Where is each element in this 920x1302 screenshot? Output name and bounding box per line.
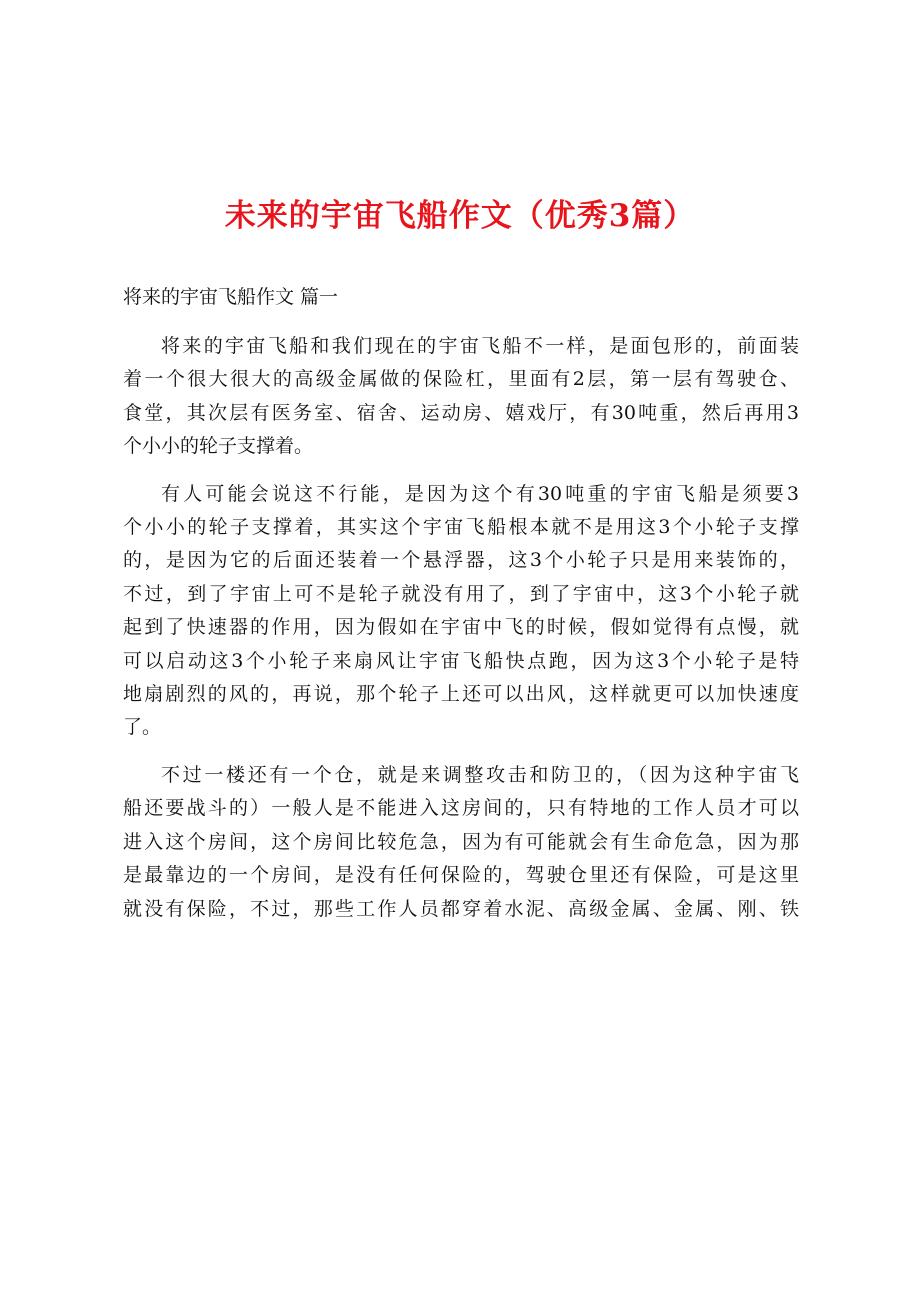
- text-line: 着一个很大很大的高级金属做的保险杠，里面有2层，第一层有驾驶仓、: [123, 368, 799, 391]
- paragraph-2: [123, 478, 799, 745]
- text-line: 是最靠边的一个房间，是没有任何保险的，驾驶仓里还有保险，可是这里: [123, 864, 799, 887]
- text-line: 有人可能会说这不行能，是因为这个有30吨重的宇宙飞船是须要3: [161, 482, 799, 505]
- text-line: 进入这个房间，这个房间比较危急，因为有可能就会有生命危急，因为那: [123, 830, 799, 853]
- paragraph-3: [123, 759, 799, 926]
- text-line: 起到了快速器的作用，因为假如在宇宙中飞的时候，假如觉得有点慢，就: [123, 616, 799, 639]
- paragraph-1: [123, 330, 799, 464]
- section-heading: 将来的宇宙飞船作文 篇一: [123, 286, 339, 308]
- text-line: 船还要战斗的）一般人是不能进入这房间的，只有特地的工作人员才可以: [123, 797, 799, 820]
- text-line: 地扇剧烈的风的，再说，那个轮子上还可以出风，这样就更可以加快速度: [123, 683, 799, 706]
- text-line: 的，是因为它的后面还装着一个悬浮器，这3个小轮子只是用来装饰的，: [123, 549, 799, 572]
- text-line: 了。: [123, 716, 162, 739]
- text-line: 个小小的轮子支撑着，其实这个宇宙飞船根本就不是用这3个小轮子支撑: [123, 516, 799, 539]
- text-line: 就没有保险，不过，那些工作人员都穿着水泥、高级金属、金属、刚、铁: [123, 897, 799, 920]
- text-line: 可以启动这3个小轮子来扇风让宇宙飞船快点跑，因为这3个小轮子是特: [123, 649, 799, 672]
- essay-body: [123, 330, 799, 940]
- text-line: 将来的宇宙飞船和我们现在的宇宙飞船不一样，是面包形的，前面装: [161, 335, 799, 357]
- document-title: 未来的宇宙飞船作文（优秀3篇）: [224, 198, 696, 234]
- text-line: 个小小的轮子支撑着。: [123, 435, 314, 458]
- text-line: 不过一楼还有一个仓，就是来调整攻击和防卫的，（因为这种宇宙飞: [161, 763, 799, 786]
- text-line: 不过，到了宇宙上可不是轮子就没有用了，到了宇宙中，这3个小轮子就: [123, 582, 799, 605]
- text-line: 食堂，其次层有医务室、宿舍、运动房、嬉戏厅，有30吨重，然后再用3: [123, 401, 799, 424]
